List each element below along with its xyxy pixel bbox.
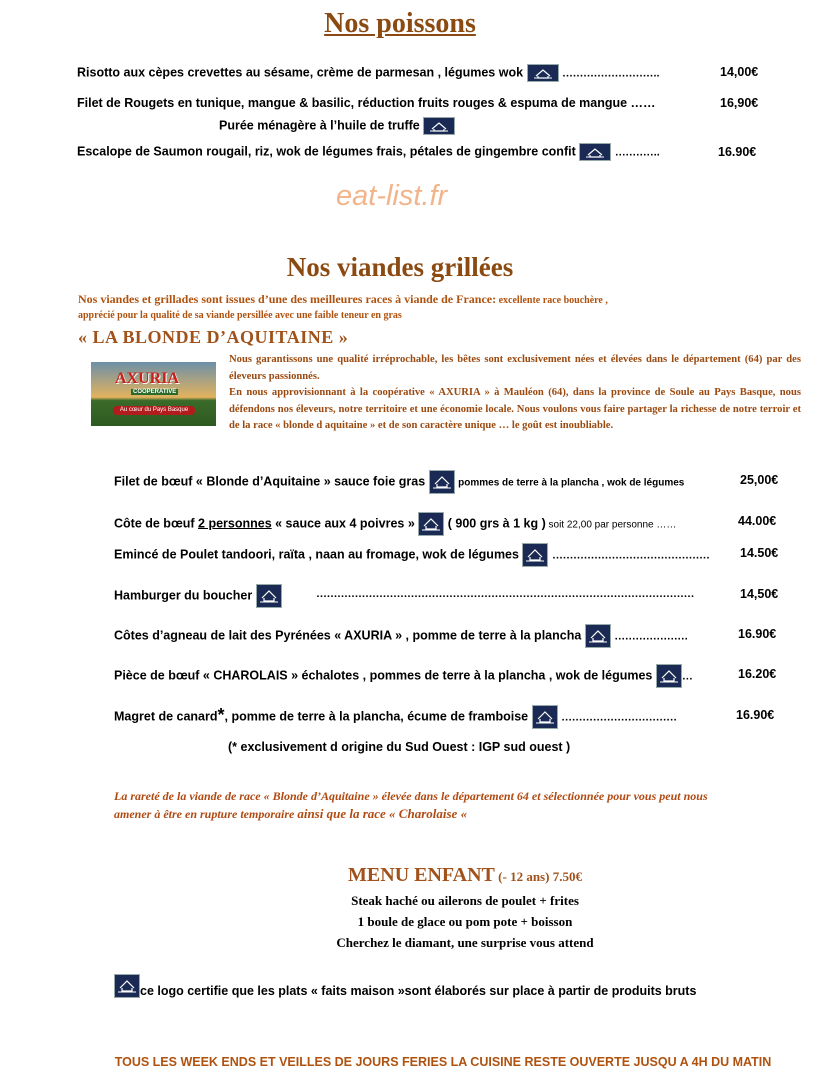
meat-item-6: Pièce de bœuf « CHAROLAIS » échalotes , pommes de terre à la plancha , wok de légumes … [114, 664, 692, 688]
axuria-logo: AXURIA COOPERATIVE Au cœur du Pays Basque [91, 362, 216, 426]
homemade-icon [418, 512, 444, 536]
fish-item-price: 14,00€ [720, 65, 759, 79]
homemade-icon [114, 974, 140, 998]
meat-item-price: 44.00€ [738, 514, 777, 528]
fish-item-price: 16,90€ [720, 96, 759, 110]
kids-menu-line: Steak haché ou ailerons de poulet + frites [351, 893, 579, 908]
meat-item-price: 14.50€ [740, 546, 779, 560]
meat-item-1: Filet de bœuf « Blonde d’Aquitaine » sauce foie gras pommes de terre à la plancha , wok de légumes [114, 470, 684, 494]
meat-intro-line2: apprécié pour la qualité de sa viande persillée avec une faible teneur en gras [78, 310, 402, 321]
homemade-icon [527, 64, 559, 82]
fish-item-3: Escalope de Saumon rougail, riz, wok de légumes frais, pétales de gingembre confit …………. [77, 143, 659, 161]
watermark: eat-list.fr [336, 180, 448, 212]
kids-menu-line: 1 boule de glace ou pom pote + boisson [357, 914, 573, 929]
homemade-icon [656, 664, 682, 688]
meat-item-3: Emincé de Poulet tandoori, raïta , naan au fromage, wok de légumes ……………………………………… [114, 543, 709, 567]
meat-item-4: Hamburger du boucher [114, 584, 282, 608]
homemade-icon [585, 624, 611, 648]
rarity-note: La rareté de la viande de race « Blonde d’Aquitaine » élevée dans le département 64 et sélectionnée pour vous peut nous amener à être en rupture temporaire ainsi que la race « Charolaise « [114, 789, 708, 821]
guarantee-text: Nous garantissons une qualité irréprochable, les bêtes sont exclusivement nées et élevées dans le département (64) par des éleveurs passionnés. En nous approvisionnant à la coopérative « AXURIA » à Mauléon (64), dans la province de Soule au Pays Basque, nous défendons nos éleveurs, notre territoire et une économie locale. Nous voulons vous faire partager la richesse de notre terroir et de la race « blonde d aquitaine » et de son caractère unique … le goût est inoubliable. [229, 354, 801, 431]
homemade-icon [423, 117, 455, 135]
meat-item-price: 16.90€ [738, 627, 777, 641]
homemade-icon [579, 143, 611, 161]
meat-item-price: 14,50€ [740, 587, 779, 601]
meat-footnote: (* exclusivement d origine du Sud Ouest : IGP sud ouest ) [228, 740, 571, 754]
meat-item-7: Magret de canard*, pomme de terre à la plancha, écume de framboise …………………………… [114, 705, 677, 729]
fish-item-2-line2: Purée ménagère à l’huile de truffe [219, 117, 455, 135]
homemade-icon [256, 584, 282, 608]
meat-intro: Nos viandes et grillades sont issues d’une des meilleures races à viande de France: excellente race bouchère , [78, 292, 608, 306]
blonde-aquitaine-heading: « LA BLONDE D’AQUITAINE » [78, 327, 349, 347]
meat-item-2: Côte de bœuf 2 personnes « sauce aux 4 poivres » ( 900 grs à 1 kg ) soit 22,00 par personne …… [114, 512, 676, 536]
fish-item-price: 16.90€ [718, 145, 757, 159]
meat-item-dots: ……………………………………………………………………………………………… [316, 588, 694, 600]
fish-item-1: Risotto aux cèpes crevettes au sésame, crème de parmesan , légumes wok ………………………. [77, 64, 659, 82]
homemade-icon [532, 705, 558, 729]
meat-item-price: 16.90€ [736, 708, 775, 722]
meat-section-title: Nos viandes grillées [286, 252, 514, 282]
kids-menu-line: Cherchez le diamant, une surprise vous attend [336, 935, 594, 950]
homemade-legend: ce logo certifie que les plats « faits maison »sont élaborés sur place à partir de produits bruts [114, 974, 696, 998]
meat-item-price: 16.20€ [738, 667, 777, 681]
homemade-icon [522, 543, 548, 567]
kids-menu-title: MENU ENFANT (- 12 ans) 7.50€ [348, 864, 582, 886]
meat-item-price: 25,00€ [740, 473, 779, 487]
fish-item-2: Filet de Rougets en tunique, mangue & basilic, réduction fruits rouges & espuma de mangue …… [77, 96, 656, 110]
homemade-icon [429, 470, 455, 494]
footer-opening-notice: TOUS LES WEEK ENDS ET VEILLES DE JOURS FERIES LA CUISINE RESTE OUVERTE JUSQU A 4H DU MATIN [114, 1055, 772, 1069]
fish-item-name: Risotto aux cèpes crevettes au sésame, crème de parmesan , légumes wok [77, 65, 524, 80]
meat-item-5: Côtes d’agneau de lait des Pyrénées « AXURIA » , pomme de terre à la plancha ………………… [114, 624, 688, 648]
fish-section-title: Nos poissons [324, 8, 476, 39]
